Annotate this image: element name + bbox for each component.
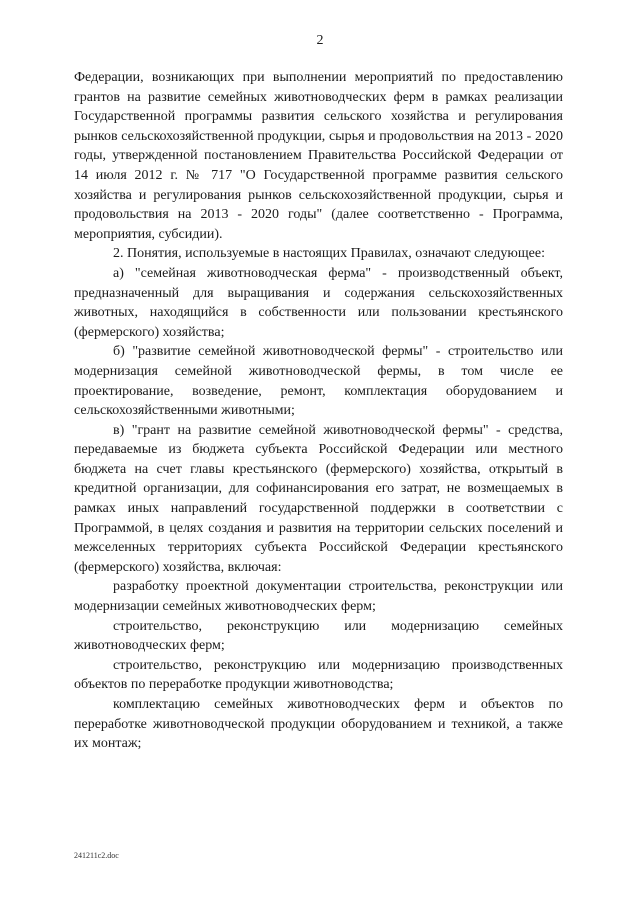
paragraph-definition-b: б) "развитие семейной животноводческой фермы" - строительство или модернизация семейной животноводческой фермы, в том числе ее проектирование, возведение, ремонт, комплектация оборудованием и сельскохозяйственными животными; — [74, 344, 563, 419]
paragraph-definition-a: а) "семейная животноводческая ферма" - производственный объект, предназначенный для выращивания и содержания сельскохозяйственных животных, находящийся в собственности или пользовании крестьянского (фермерского) хозяйства; — [74, 265, 563, 340]
list-item-equipment: комплектацию семейных животноводческих ферм и объектов по переработке животноводческой продукции оборудованием и техникой, а также их монтаж; — [74, 697, 563, 752]
list-item-construction-processing: строительство, реконструкцию или модернизацию производственных объектов по переработке продукции животноводства; — [74, 657, 563, 693]
footer-filename: 241211c2.doc — [74, 851, 119, 860]
paragraph-intro-continuation: Федерации, возникающих при выполнении мероприятий по предоставлению грантов на развитие семейных животноводческих ферм в рамках реализации Государственной программы развития сельского хозяйства и регулирования рынков сельскохозяйственной продукции, сырья и продовольствия на 2013 - 2020 годы, утвержденной постановлением Правительства Российской Федерации от 14 июля 2012 г. № 717 "О Государственной программе развития сельского хозяйства и регулирования рынков сельскохозяйственной продукции, сырья и продовольствия на 2013 - 2020 годы" (далее соответственно - Программа, мероприятия, субсидии). — [74, 70, 563, 242]
paragraph-definition-v: в) "грант на развитие семейной животноводческой фермы" - средства, передаваемые из бюджета субъекта Российской Федерации или местного бюджета на счет главы крестьянского (фермерского) хозяйства, открытый в кредитной организации, для софинансирования его затрат, не возмещаемых в рамках иных направлений государственной поддержки в соответствии с Программой, в целях создания и развития на территории сельских поселений и межселенных территориях субъекта Российской Федерации крестьянского (фермерского) хозяйства, включая: — [74, 422, 563, 575]
document-body — [74, 68, 563, 754]
list-item-design: разработку проектной документации строительства, реконструкции или модернизации семейных животноводческих ферм; — [74, 579, 563, 615]
list-item-construction-farms: строительство, реконструкцию или модернизацию семейных животноводческих ферм; — [74, 618, 563, 654]
paragraph-clause-2: 2. Понятия, используемые в настоящих Правилах, означают следующее: — [113, 246, 545, 262]
page-number: 2 — [316, 33, 324, 48]
